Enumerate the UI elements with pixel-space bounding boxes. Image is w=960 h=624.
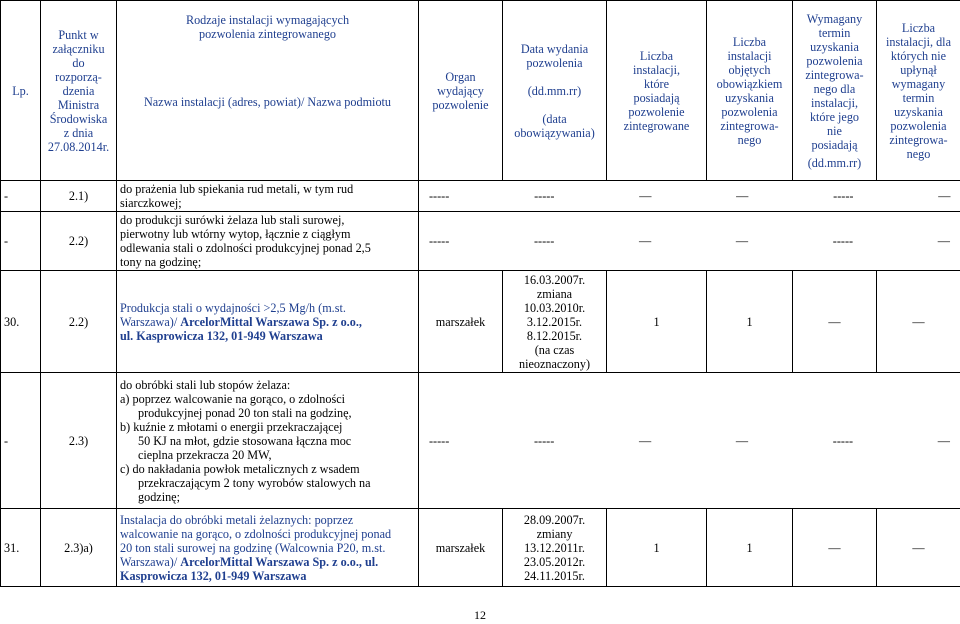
header-uplynal: Liczba instalacji, dla których nie upłynął wymagany termin uzyskania pozwolenia zintegrowa- nego xyxy=(877,1,960,181)
table-row xyxy=(1,181,960,212)
row-data: 16.03.2007r. zmiana 10.03.2010r. 3.12.2015r. 8.12.2015r. (na czas nieoznaczony) xyxy=(503,271,607,373)
row-liczba-posiadaja: 1 xyxy=(607,271,707,373)
value-dash: ----- xyxy=(534,234,555,248)
row-uplynal: — xyxy=(877,509,960,587)
table-row xyxy=(1,373,960,509)
row-empty-values xyxy=(419,212,960,271)
value-dash: ----- xyxy=(429,234,450,248)
value-dash: ----- xyxy=(429,433,450,448)
header-organ: Organ wydający pozwolenie xyxy=(419,1,503,181)
row-liczba-posiadaja: 1 xyxy=(607,509,707,587)
row-punkt: 2.3) xyxy=(41,373,117,509)
row-uplynal: — xyxy=(877,271,960,373)
value-dash: — xyxy=(937,234,950,248)
header-data-wydania: Data wydania pozwolenia (dd.mm.rr) (data obowiązywania) xyxy=(503,1,607,181)
value-dash: — xyxy=(639,189,652,203)
row-empty-values xyxy=(419,373,960,509)
value-dash: — xyxy=(736,189,749,203)
row-lp: - xyxy=(1,373,41,509)
value-dash: ----- xyxy=(429,189,450,203)
row-liczba-objetych: 1 xyxy=(707,509,793,587)
row-data: 28.09.2007r. zmiany 13.12.2011r. 23.05.2012r. 24.11.2015r. xyxy=(503,509,607,587)
row-lp: 31. xyxy=(1,509,41,587)
value-dash: ----- xyxy=(534,433,555,448)
value-dash: — xyxy=(639,234,652,248)
row-punkt: 2.2) xyxy=(41,212,117,271)
row-punkt: 2.3)a) xyxy=(41,509,117,587)
value-dash: — xyxy=(639,433,652,448)
page-number: 12 xyxy=(474,608,486,622)
header-liczba-objetych: Liczba instalacji objętych obowiązkiem uzyskania pozwolenia zintegrowa- nego xyxy=(707,1,793,181)
value-dash: ----- xyxy=(832,234,854,248)
row-rodzaj: do produkcji surówki żelaza lub stali surowej, pierwotny lub wtórny wytop, łącznie z ciągłym odlewania stali o zdolności produkcyjnej ponad 2,5 tony na godzinę; xyxy=(117,212,419,271)
value-dash: — xyxy=(735,234,749,248)
table-row xyxy=(1,271,960,373)
header-liczba-posiadaja: Liczba instalacji, które posiadają pozwolenie zintegrowane xyxy=(607,1,707,181)
value-dash: — xyxy=(938,189,951,203)
value-dash: ----- xyxy=(833,189,854,203)
row-punkt: 2.2) xyxy=(41,271,117,373)
header-nazwa: Nazwa instalacji (adres, powiat)/ Nazwa podmiotu xyxy=(143,95,392,109)
row-lp: - xyxy=(1,181,41,212)
row-liczba-objetych: 1 xyxy=(707,271,793,373)
header-punkt: Punkt w załączniku do rozporzą- dzenia Ministra Środowiska z dnia 27.08.2014r. xyxy=(41,1,117,181)
row-rodzaj: do obróbki stali lub stopów żelaza: a) poprzez walcowanie na gorąco, o zdolności produkcyjnej ponad 20 ton stali na godzinę, b) kuźnie z młotami o energii przekraczającej 50 KJ na młot, gdzie stosowana łączna moc cieplna przekracza 20 MW, c) do nakładania powłok metalicznych z wsadem przekraczającym 2 tony wyrobów stalowych na godzinę; xyxy=(117,373,419,509)
header-rodzaje-nazwa: Rodzaje instalacji wymagających pozwolenia zintegrowanego Nazwa instalacji (adres, powiat)/ Nazwa podmiotu xyxy=(117,1,419,181)
row-lp: - xyxy=(1,212,41,271)
row-organ: marszałek xyxy=(419,271,503,373)
row-empty-values xyxy=(419,181,960,212)
header-lp: Lp. xyxy=(1,1,41,181)
row-punkt: 2.1) xyxy=(41,181,117,212)
value-dash: ----- xyxy=(832,433,854,448)
table-row xyxy=(1,212,960,271)
value-dash: — xyxy=(937,433,950,448)
row-nazwa: Instalacja do obróbki metali żelaznych: poprzez walcowanie na gorąco, o zdolności produkcyjnej ponad 20 ton stali surowej na godzinę (Walcownia P20, m.st. Warszawa)/ ArcelorMittal Warszawa Sp. z o.o., ul. Kasprowicza 132, 01-949 Warszawa xyxy=(117,509,419,587)
value-dash: — xyxy=(735,433,749,448)
row-rodzaj: do prażenia lub spiekania rud metali, w tym rud siarczkowej; xyxy=(117,181,419,212)
row-termin: — xyxy=(793,271,877,373)
value-dash: ----- xyxy=(534,189,555,203)
row-nazwa: Produkcja stali o wydajności >2,5 Mg/h (m.st. Warszawa)/ ArcelorMittal Warszawa Sp. z o.o., ul. Kasprowicza 132, 01-949 Warszawa xyxy=(117,271,419,373)
header-termin: Wymagany termin uzyskania pozwolenia zintegrowa- nego dla instalacji, które jego nie posiadają (dd.mm.rr) xyxy=(793,1,877,181)
row-lp: 30. xyxy=(1,271,41,373)
header-row xyxy=(1,1,960,181)
row-termin: — xyxy=(793,509,877,587)
row-organ: marszałek xyxy=(419,509,503,587)
table-row xyxy=(1,509,960,587)
